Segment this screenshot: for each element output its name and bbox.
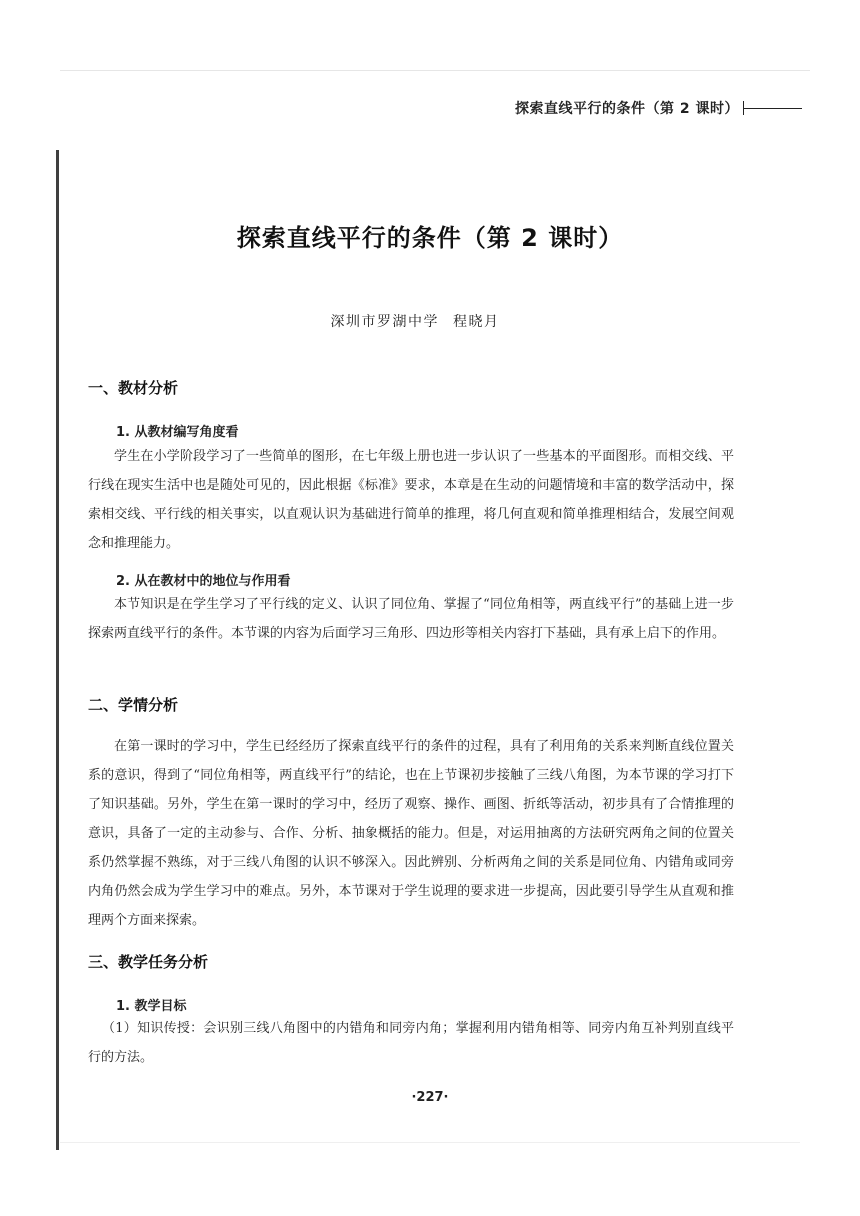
page-number: ·227· — [411, 1090, 449, 1105]
section-heading-task-analysis: 三、教学任务分析 — [88, 953, 209, 971]
section-heading-student-analysis: 二、学情分析 — [88, 696, 179, 714]
document-title: 探索直线平行的条件（第 2 课时） — [236, 224, 624, 252]
paragraph-role-in-textbook: 本节知识是在学生学习了平行线的定义、认识了同位角、掌握了“同位角相等，两直线平行”的基础上进一步探索两直线平行的条件。本节课的内容为后面学习三角形、四边形等相关内容打下基础，具有承上启下的作用。 — [88, 597, 734, 641]
author-school: 深圳市罗湖中学 — [330, 314, 439, 330]
scan-top-edge — [60, 70, 810, 71]
paragraph-student-analysis: 在第一课时的学习中，学生已经经历了探索直线平行的条件的过程，具有了利用角的关系来判断直线位置关系的意识，得到了“同位角相等，两直线平行”的结论，也在上节课初步接触了三线八角图，为本节课的学习打下了知识基础。另外，学生在第一课时的学习中，经历了观察、操作、画图、折纸等活动，初步具有了合情推理的意识，具备了一定的主动参与、合作、分析、抽象概括的能力。但是，对运用抽离的方法研究两角之间的位置关系仍然掌握不熟练，对于三线八角图的认识不够深入。因此辨别、分析两角之间的关系是同位角、内错角或同旁内角仍然会成为学生学习中的难点。另外，本节课对于学生说理的要求进一步提高，因此要引导学生从直观和推理两个方面来探索。 — [88, 739, 734, 928]
subheading-teaching-goals: 1. 教学目标 — [116, 999, 187, 1014]
paragraph-teaching-goals: （1）知识传授：会识别三线八角图中的内错角和同旁内角；掌握利用内错角相等、同旁内角互补判别直线平行的方法。 — [88, 1021, 734, 1065]
paragraph-editing-perspective: 学生在小学阶段学习了一些简单的图形，在七年级上册也进一步认识了一些基本的平面图形。而相交线、平行线在现实生活中也是随处可见的，因此根据《标准》要求，本章是在生动的问题情境和丰富的数学活动中，探索相交线、平行线的相关事实，以直观认识为基础进行简单的推理，将几何直观和简单推理相结合，发展空间观念和推理能力。 — [88, 449, 734, 551]
author-name: 程晓月 — [453, 314, 500, 330]
subheading-editing-perspective: 1. 从教材编写角度看 — [116, 425, 239, 440]
running-header-text: 探索直线平行的条件（第 2 课时） — [515, 101, 739, 117]
scan-left-edge — [56, 150, 59, 1150]
author-line — [0, 311, 830, 331]
running-header-rule — [744, 108, 802, 109]
running-header — [515, 98, 802, 118]
scan-bottom-edge — [60, 1142, 800, 1143]
subheading-role-in-textbook: 2. 从在教材中的地位与作用看 — [116, 574, 291, 589]
section-heading-textbook-analysis: 一、教材分析 — [88, 379, 179, 397]
